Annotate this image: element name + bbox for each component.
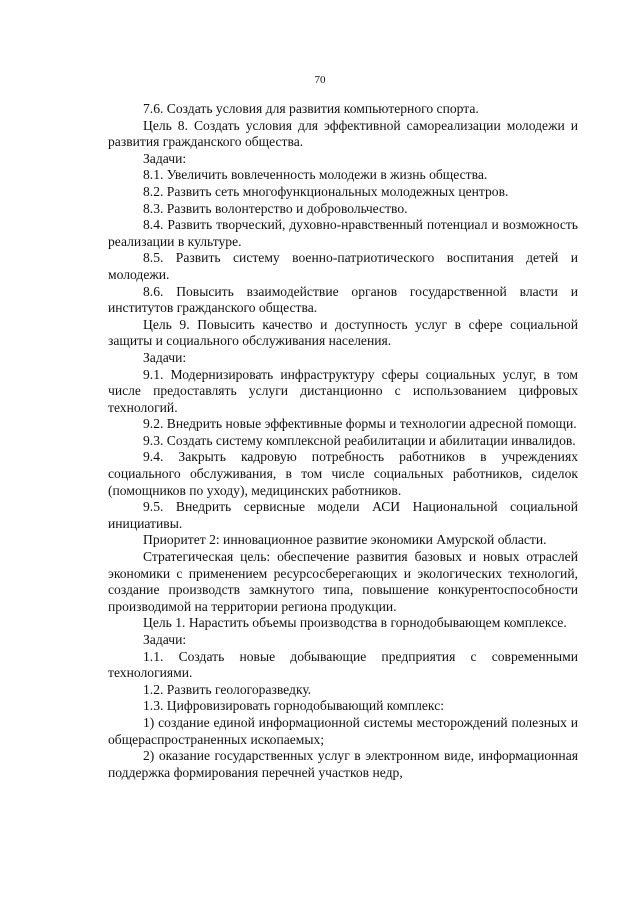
paragraph: Задачи:: [143, 349, 187, 365]
paragraph: Цель 8. Создать условия для эффективной самореализации молодежи и развития гражданского общества.: [108, 117, 578, 150]
paragraph: 9.3. Создать систему комплексной реабилитации и абилитации инвалидов.: [143, 432, 576, 448]
paragraph: 8.5. Развить систему военно-патриотического воспитания детей и молодежи.: [108, 250, 578, 282]
paragraph: 9.5. Внедрить сервисные модели АСИ Национальной социальной инициативы.: [108, 499, 578, 531]
paragraph: 1.1. Создать новые добывающие предприятия с современными технологиями.: [108, 648, 578, 681]
paragraph: 8.4. Развить творческий, духовно-нравственный потенциал и возможность реализации в культуре.: [108, 217, 578, 249]
paragraph: 8.3. Развить волонтерство и добровольчество.: [143, 200, 408, 216]
paragraph: 9.2. Внедрить новые эффективные формы и технологии адресной помощи.: [143, 416, 577, 432]
paragraph: Задачи:: [143, 150, 187, 166]
page-number: 70: [314, 74, 326, 86]
paragraph: 8.6. Повысить взаимодействие органов государственной власти и институтов гражданского общества.: [108, 283, 578, 316]
paragraph: 7.6. Создать условия для развития компьютерного спорта.: [143, 101, 479, 116]
paragraph: 2) оказание государственных услуг в электронном виде, информационная поддержка формирования перечней участков недр,: [108, 748, 578, 780]
paragraph: Задачи:: [143, 632, 187, 647]
document-body: [108, 101, 578, 781]
paragraph: Цель 1. Нарастить объемы производства в горнодобывающем комплексе.: [143, 615, 567, 631]
paragraph: Приоритет 2: инновационное развитие экономики Амурской области.: [143, 532, 547, 548]
paragraph: 8.1. Увеличить вовлеченность молодежи в жизнь общества.: [143, 167, 488, 183]
paragraph: 8.2. Развить сеть многофункциональных молодежных центров.: [143, 183, 509, 199]
paragraph: 9.1. Модернизировать инфраструктуру сферы социальных услуг, в том числе предоставлять услуги дистанционно с использованием цифровых технологий.: [108, 366, 578, 415]
paragraph: 1) создание единой информационной системы месторождений полезных и общераспространенных ископаемых;: [108, 714, 578, 747]
paragraph: 1.2. Развить геологоразведку.: [143, 681, 312, 697]
paragraph: Цель 9. Повысить качество и доступность услуг в сфере социальной защиты и социального обслуживания населения.: [108, 316, 578, 349]
paragraph: Стратегическая цель: обеспечение развития базовых и новых отраслей экономики с применением ресурсосберегающих и экологических технологий, создание производств замкнутого типа, повышение конкурентоспособности производимой на территории региона продукции.: [108, 549, 578, 614]
paragraph: 1.3. Цифровизировать горнодобывающий комплекс:: [143, 698, 445, 714]
paragraph: 9.4. Закрыть кадровую потребность работников в учреждениях социального обслуживания, в том числе социальных работников, сиделок (помощников по уходу), медицинских работников.: [108, 449, 578, 498]
